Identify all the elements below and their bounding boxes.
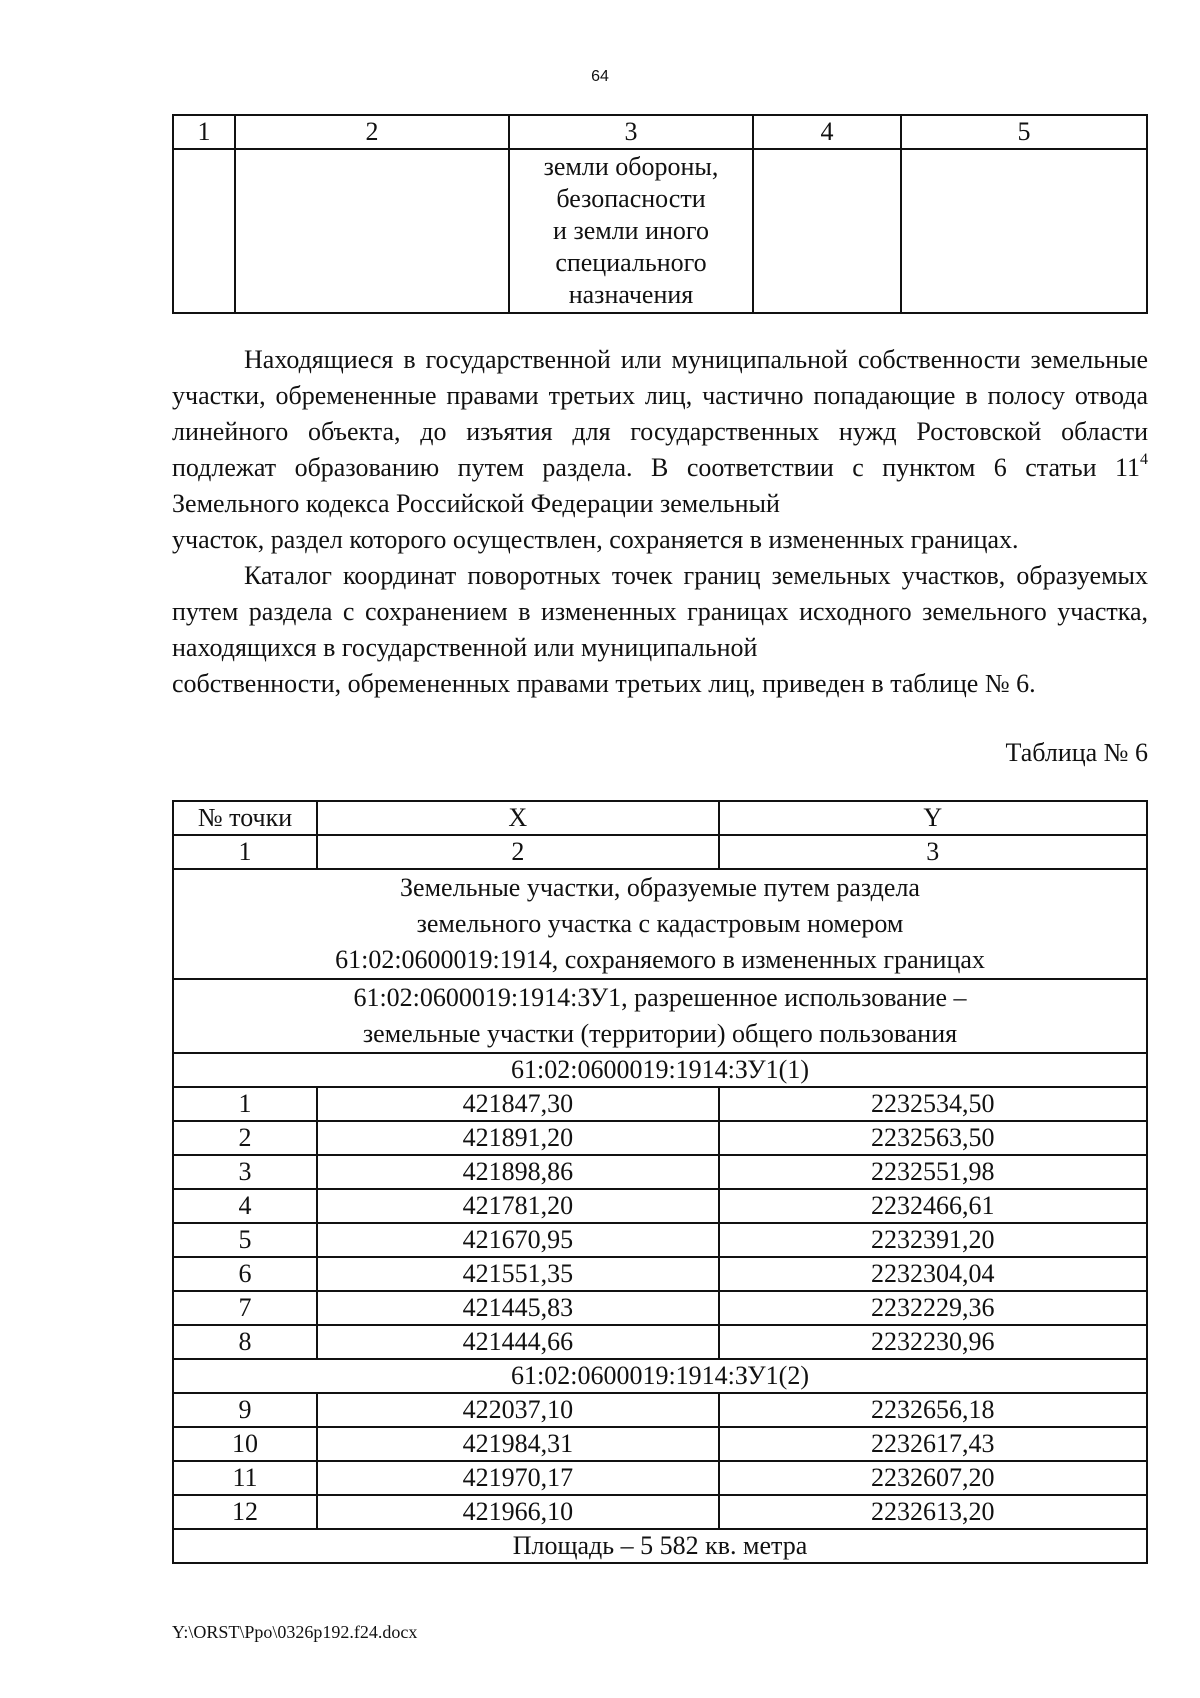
table-header-row xyxy=(173,115,1147,149)
x-coordinate: 421444,66 xyxy=(317,1325,719,1359)
table-row xyxy=(173,149,1147,313)
point-number: 3 xyxy=(173,1155,317,1189)
header-cell: X xyxy=(317,801,719,835)
header-cell: 5 xyxy=(901,115,1147,149)
y-coordinate: 2232656,18 xyxy=(719,1393,1147,1427)
cell-line: и земли иного xyxy=(553,216,709,245)
contour-1-rows xyxy=(173,1087,1147,1359)
header-cell: 4 xyxy=(753,115,901,149)
point-number: 11 xyxy=(173,1461,317,1495)
body-text xyxy=(172,342,1148,702)
point-number: 12 xyxy=(173,1495,317,1529)
y-coordinate: 2232534,50 xyxy=(719,1087,1147,1121)
table-row xyxy=(173,1325,1147,1359)
header-cell: Y xyxy=(719,801,1147,835)
y-coordinate: 2232617,43 xyxy=(719,1427,1147,1461)
x-coordinate: 421898,86 xyxy=(317,1155,719,1189)
x-coordinate: 422037,10 xyxy=(317,1393,719,1427)
point-number: 5 xyxy=(173,1223,317,1257)
y-coordinate: 2232391,20 xyxy=(719,1223,1147,1257)
parcel-title-row xyxy=(173,979,1147,1053)
group-title: Земельные участки, образуемые путем раздела земельного участка с кадастровым номером 61:02:0600019:1914, сохраняемого в измененных границах xyxy=(173,869,1147,979)
point-number: 6 xyxy=(173,1257,317,1291)
column-number: 2 xyxy=(317,835,719,869)
x-coordinate: 421670,95 xyxy=(317,1223,719,1257)
area-total: Площадь – 5 582 кв. метра xyxy=(173,1529,1147,1563)
x-coordinate: 421891,20 xyxy=(317,1121,719,1155)
column-number-row xyxy=(173,835,1147,869)
cell-line: специального xyxy=(555,248,707,277)
header-cell: № точки xyxy=(173,801,317,835)
table-row xyxy=(173,1121,1147,1155)
point-number: 10 xyxy=(173,1427,317,1461)
x-coordinate: 421781,20 xyxy=(317,1189,719,1223)
point-number: 8 xyxy=(173,1325,317,1359)
file-path-footer: Y:\ORST\Ppo\0326p192.f24.docx xyxy=(172,1622,418,1642)
y-coordinate: 2232563,50 xyxy=(719,1121,1147,1155)
area-row xyxy=(173,1529,1147,1563)
x-coordinate: 421984,31 xyxy=(317,1427,719,1461)
table-row xyxy=(173,1291,1147,1325)
table-row xyxy=(173,1427,1147,1461)
x-coordinate: 421970,17 xyxy=(317,1461,719,1495)
point-number: 9 xyxy=(173,1393,317,1427)
table-cell xyxy=(235,149,509,313)
y-coordinate: 2232230,96 xyxy=(719,1325,1147,1359)
contour-title: 61:02:0600019:1914:ЗУ1(1) xyxy=(173,1053,1147,1087)
paragraph-2: Каталог координат поворотных точек границ земельных участков, образуемых путем раздела с сохранением в измененных границах исходного земельного участка, находящихся в государственной или муниципальной xyxy=(172,561,1148,662)
cell-line: назначения xyxy=(568,280,694,309)
header-cell: 1 xyxy=(173,115,235,149)
table-cell xyxy=(901,149,1147,313)
x-coordinate: 421551,35 xyxy=(317,1257,719,1291)
point-number: 7 xyxy=(173,1291,317,1325)
page-number: 64 xyxy=(591,68,609,85)
table-header-row xyxy=(173,801,1147,835)
y-coordinate: 2232607,20 xyxy=(719,1461,1147,1495)
contour-row xyxy=(173,1359,1147,1393)
table-row xyxy=(173,1461,1147,1495)
y-coordinate: 2232551,98 xyxy=(719,1155,1147,1189)
y-coordinate: 2232304,04 xyxy=(719,1257,1147,1291)
y-coordinate: 2232466,61 xyxy=(719,1189,1147,1223)
table-row xyxy=(173,1223,1147,1257)
contour-title: 61:02:0600019:1914:ЗУ1(2) xyxy=(173,1359,1147,1393)
x-coordinate: 421847,30 xyxy=(317,1087,719,1121)
group-title-row xyxy=(173,869,1147,979)
table-row xyxy=(173,1257,1147,1291)
point-number: 2 xyxy=(173,1121,317,1155)
table-caption: Таблица № 6 xyxy=(1005,738,1148,767)
cell-line: безопасности xyxy=(556,184,706,213)
table-row xyxy=(173,1087,1147,1121)
cell-line: земли обороны, xyxy=(543,152,719,181)
column-number: 1 xyxy=(173,835,317,869)
table-row xyxy=(173,1155,1147,1189)
point-number: 4 xyxy=(173,1189,317,1223)
table-row xyxy=(173,1189,1147,1223)
land-category-cell xyxy=(509,149,753,313)
y-coordinate: 2232613,20 xyxy=(719,1495,1147,1529)
table-row xyxy=(173,1495,1147,1529)
continuation-table xyxy=(172,114,1148,314)
table-cell xyxy=(173,149,235,313)
y-coordinate: 2232229,36 xyxy=(719,1291,1147,1325)
contour-row xyxy=(173,1053,1147,1087)
parcel-title: 61:02:0600019:1914:ЗУ1, разрешенное использование – земельные участки (территории) общего пользования xyxy=(173,979,1147,1053)
x-coordinate: 421445,83 xyxy=(317,1291,719,1325)
x-coordinate: 421966,10 xyxy=(317,1495,719,1529)
point-number: 1 xyxy=(173,1087,317,1121)
paragraph-1-last-line: участок, раздел которого осуществлен, сохраняется в измененных границах. xyxy=(172,525,1019,554)
header-cell: 3 xyxy=(509,115,753,149)
table-row xyxy=(173,1393,1147,1427)
coordinates-table xyxy=(172,800,1148,1564)
table-cell xyxy=(753,149,901,313)
paragraph-2-last-line: собственности, обремененных правами третьих лиц, приведен в таблице № 6. xyxy=(172,669,1036,698)
superscript: 4 xyxy=(1140,451,1148,469)
header-cell: 2 xyxy=(235,115,509,149)
contour-2-rows xyxy=(173,1393,1147,1529)
paragraph-1: Находящиеся в государственной или муниципальной собственности земельные участки, обремененные правами третьих лиц, частично попадающие в полосу отвода линейного объекта, до изъятия для государственных нужд Ростовской области подлежат образованию путем раздела. В соответствии с пунктом 6 статьи $11^4$ Земельного кодекса Российской Федерации земельный xyxy=(172,345,1148,518)
column-number: 3 xyxy=(719,835,1147,869)
